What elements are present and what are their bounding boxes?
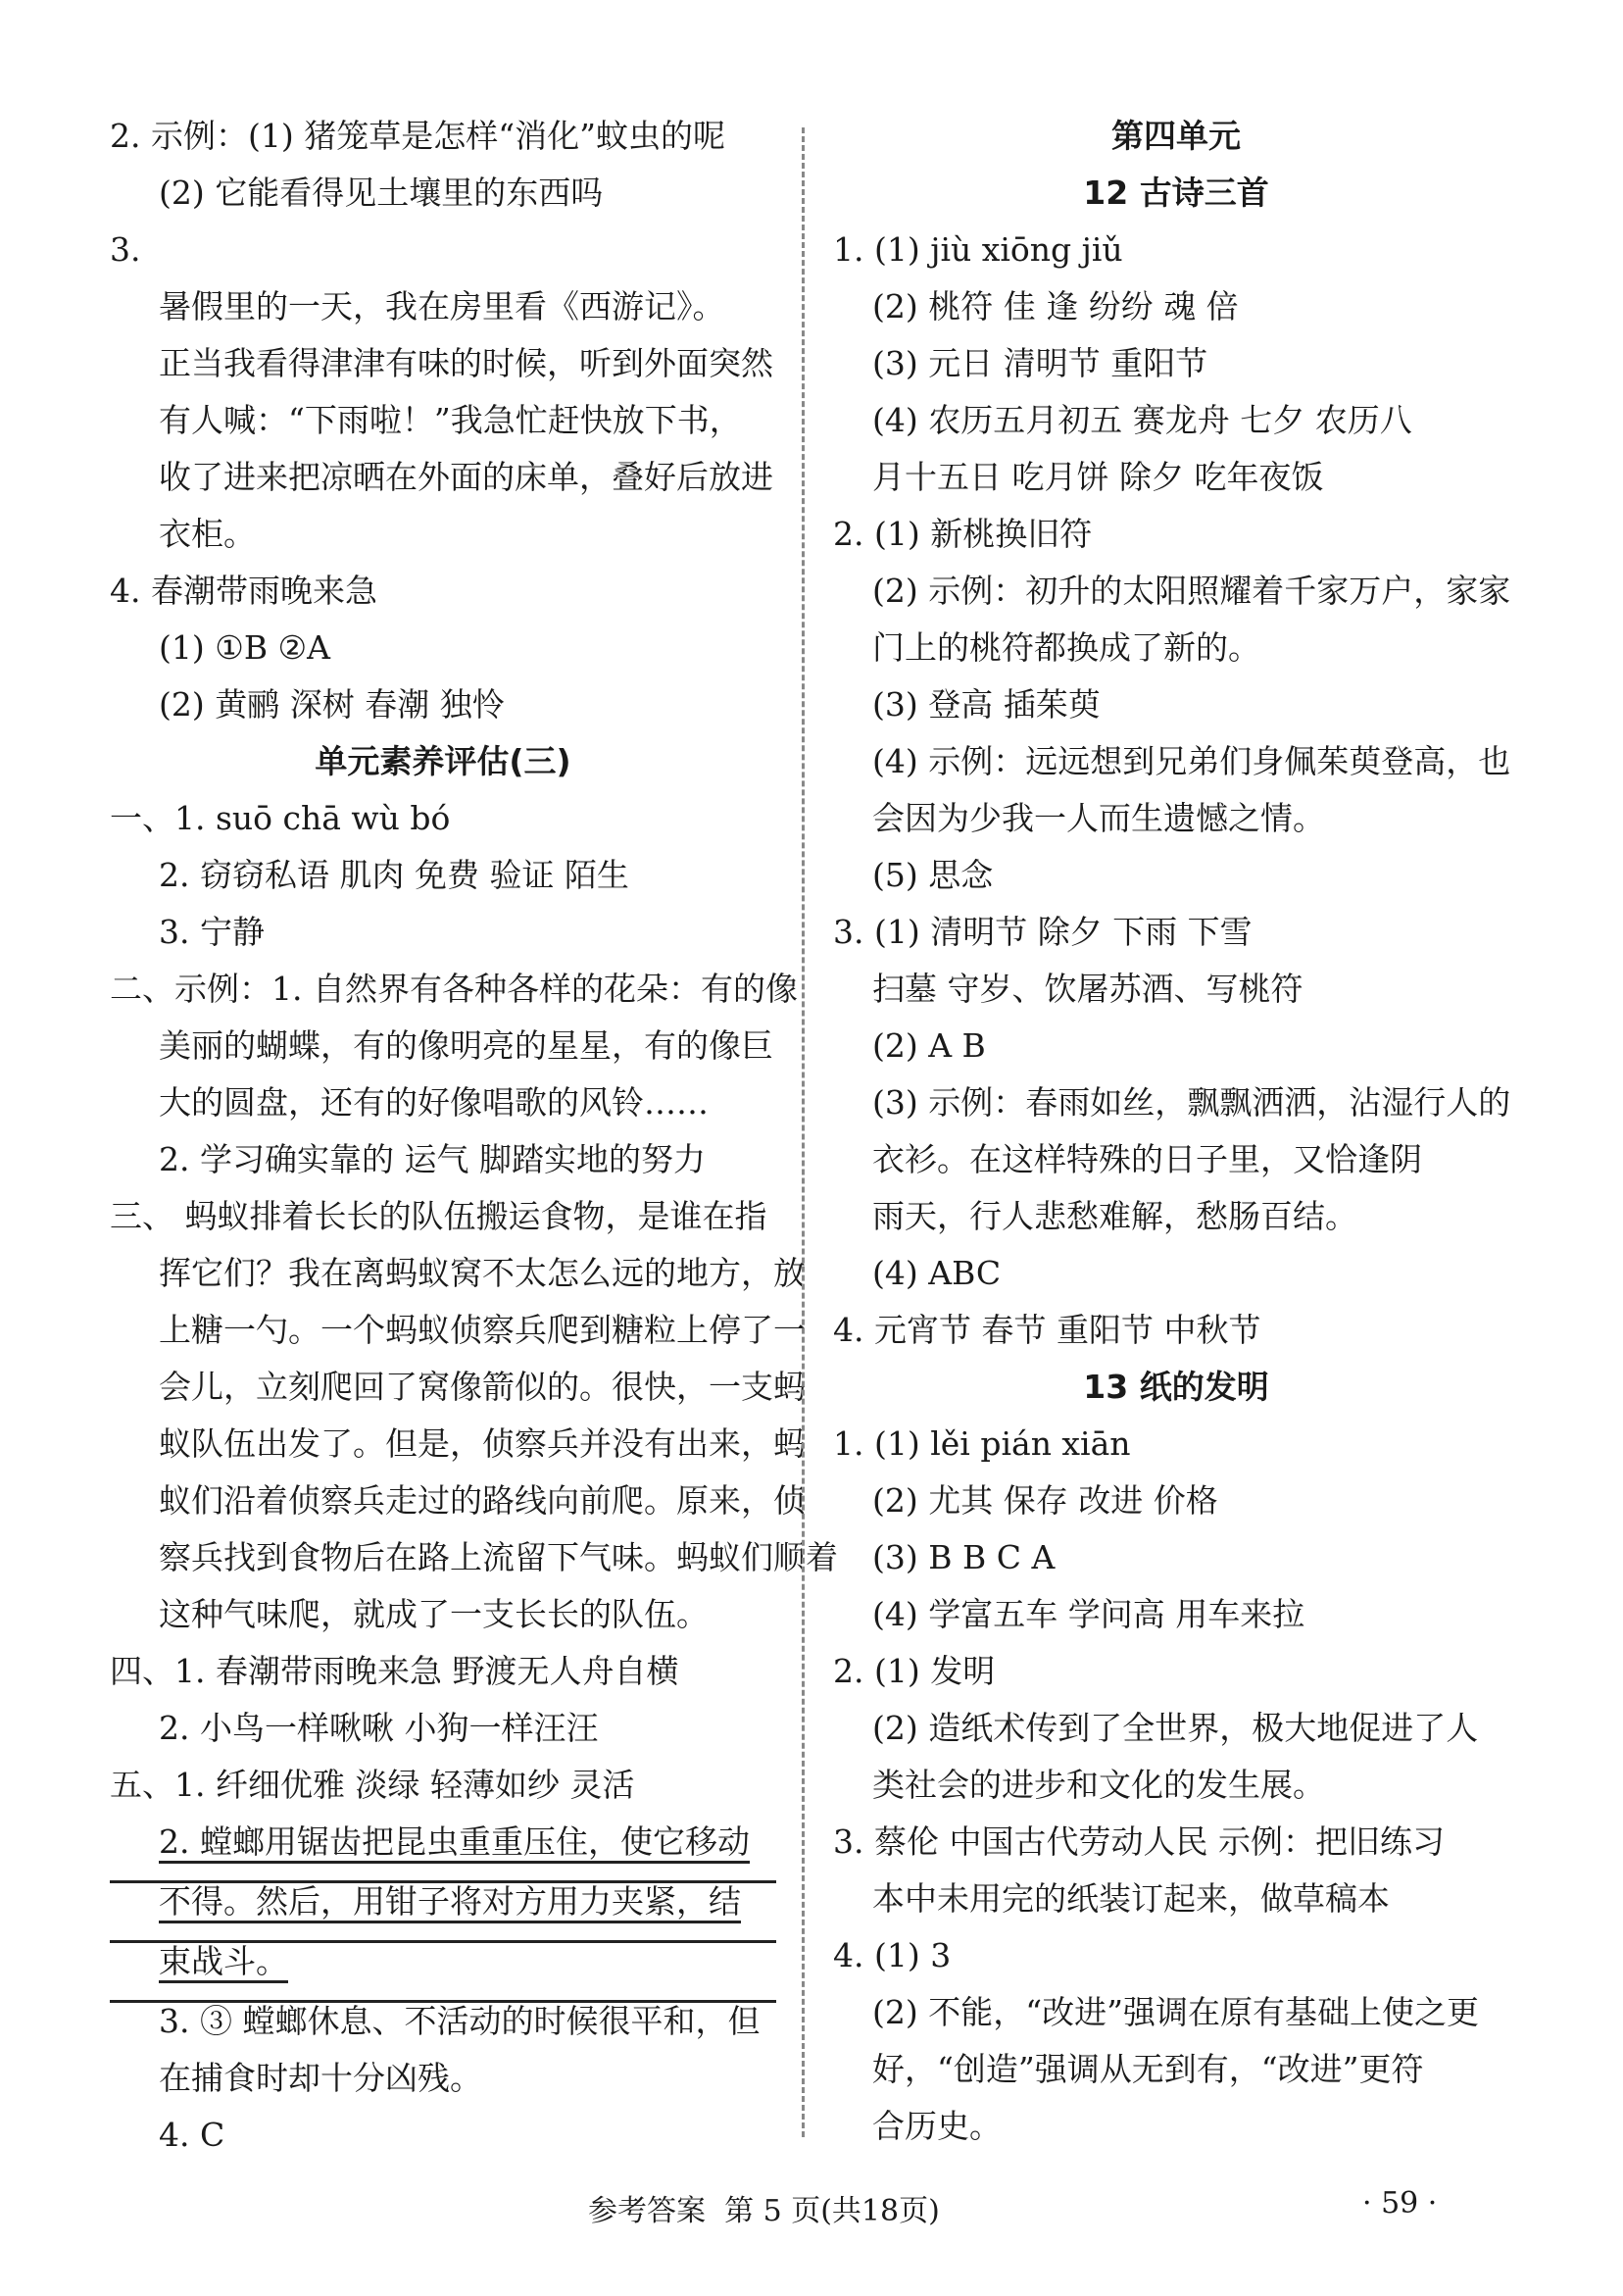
answer-line: 2. 窃窃私语 肌肉 免费 验证 陌生: [159, 856, 629, 894]
answer-line: (2) 示例：初升的太阳照耀着千家万户，家家: [872, 572, 1511, 610]
answer-line: 1. (1) lěi pián xiān: [833, 1424, 1131, 1463]
answer-line: (2) 桃符 佳 逢 纷纷 魂 倍: [872, 287, 1239, 325]
answer-line: 2. (1) 新桃换旧符: [833, 515, 1093, 553]
answer-line: 3. 宁静: [159, 913, 265, 951]
answer-line: (2) 尤其 保存 改进 价格: [872, 1481, 1218, 1520]
answer-line: 会儿，立刻爬回了窝像箭似的。很快，一支蚂: [159, 1368, 806, 1406]
answer-line: (3) 登高 插茱萸: [872, 685, 1101, 724]
answer-line: (2) 造纸术传到了全世界，极大地促进了人: [872, 1709, 1479, 1747]
footer-title: 参考答案 第 5 页(共18页): [588, 2194, 940, 2228]
answer-line: (3) 元日 清明节 重阳节: [872, 344, 1208, 382]
answer-line: 3. 蔡伦 中国古代劳动人民 示例：把旧练习: [833, 1822, 1445, 1861]
section-heading: 13 纸的发明: [1083, 1368, 1269, 1406]
answer-line: 雨天，行人悲愁难解，愁肠百结。: [872, 1197, 1357, 1235]
answer-line: 蚁队伍出发了。但是，侦察兵并没有出来，蚂: [159, 1424, 806, 1463]
section-heading: 单元素养评估(三): [315, 742, 571, 780]
answer-line: (4) 示例：远远想到兄弟们身佩茱萸登高，也: [872, 742, 1511, 780]
answer-line: 五、1. 纤细优雅 淡绿 轻薄如纱 灵活: [110, 1766, 635, 1804]
answer-line: 察兵找到食物后在路上流留下气味。蚂蚁们顺着: [159, 1538, 838, 1576]
answer-line: 一、1. suō chā wù bó: [110, 799, 451, 837]
answer-line: 收了进来把凉晒在外面的床单，叠好后放进: [159, 458, 773, 496]
answer-line: (2) 不能，“改进”强调在原有基础上使之更: [872, 1993, 1479, 2031]
answer-line: 会因为少我一人而生遗憾之情。: [872, 799, 1325, 837]
answer-line: (3) 示例：春雨如丝，飘飘洒洒，沾湿行人的: [872, 1083, 1511, 1122]
answer-line: 挥它们？我在离蚂蚁窝不太怎么远的地方，放: [159, 1254, 806, 1292]
answer-line: 2. (1) 发明: [833, 1652, 996, 1690]
answer-line: 4. C: [159, 2116, 225, 2154]
answer-line: 4. 春潮带雨晚来急: [110, 572, 377, 610]
answer-line: 暑假里的一天，我在房里看《西游记》。: [159, 287, 725, 325]
answer-line: [110, 1943, 776, 2003]
section-heading: 第四单元: [1111, 117, 1241, 155]
answer-line: 蚁们沿着侦察兵走过的路线向前爬。原来，侦: [159, 1481, 806, 1520]
right-column: [833, 118, 1519, 2165]
answer-line: 上糖一勺。一个蚂蚁侦察兵爬到糖粒上停了一: [159, 1311, 806, 1349]
answer-line: 2. 示例：(1) 猪笼草是怎样“消化”蚊虫的呢: [110, 117, 725, 155]
answer-line: (4) ABC: [872, 1254, 1002, 1292]
answer-line: (1) ①B ②A: [159, 628, 330, 667]
answer-line: 4. (1) 3: [833, 1936, 952, 1974]
answer-line: (2) 它能看得见土壤里的东西吗: [159, 174, 604, 212]
answer-line: 本中未用完的纸装订起来，做草稿本: [872, 1879, 1390, 1918]
answer-line: 3. (1) 清明节 除夕 下雨 下雪: [833, 913, 1253, 951]
underlined-text: 不得。然后，用钳子将对方用力夹紧，结: [159, 1882, 741, 1923]
answer-line: [110, 1823, 776, 1883]
underlined-text: 2. 螳螂用锯齿把昆虫重重压住，使它移动: [159, 1822, 750, 1864]
answer-line: 好，“创造”强调从无到有，“改进”更符: [872, 2050, 1424, 2088]
answer-line: 2. 学习确实靠的 运气 脚踏实地的努力: [159, 1140, 706, 1178]
answer-line: 合历史。: [872, 2107, 1002, 2145]
answer-line: 在捕食时却十分凶残。: [159, 2059, 482, 2097]
underlined-text: 束战斗。: [159, 1942, 288, 1983]
answer-line: 这种气味爬，就成了一支长长的队伍。: [159, 1595, 709, 1633]
answer-line: (5) 思念: [872, 856, 994, 894]
answer-line: 衣衫。在这样特殊的日子里，又恰逢阴: [872, 1140, 1422, 1178]
answer-line: (3) B B C A: [872, 1538, 1056, 1576]
answer-line: 门上的桃符都换成了新的。: [872, 628, 1260, 667]
column-divider: [802, 127, 805, 2137]
answer-line: 大的圆盘，还有的好像唱歌的风铃……: [159, 1083, 709, 1122]
answer-line: 月十五日 吃月饼 除夕 吃年夜饭: [872, 458, 1324, 496]
answer-line: 衣柜。: [159, 515, 256, 553]
answer-line: 3. ③ 螳螂休息、不活动的时候很平和，但: [159, 2002, 761, 2040]
answer-line: 扫墓 守岁、饮屠苏酒、写桃符: [872, 970, 1303, 1008]
answer-line: 三、 蚂蚁排着长长的队伍搬运食物，是谁在指: [110, 1197, 767, 1235]
answer-line: 有人喊：“下雨啦！”我急忙赶快放下书，: [159, 401, 742, 439]
answer-line: (4) 农历五月初五 赛龙舟 七夕 农历八: [872, 401, 1412, 439]
answer-line: 类社会的进步和文化的发生展。: [872, 1766, 1325, 1804]
page-number: · 59 ·: [1362, 2186, 1438, 2221]
answer-line: 3.: [110, 230, 141, 269]
answer-line: [110, 1883, 776, 1943]
section-heading: 12 古诗三首: [1083, 174, 1269, 212]
answer-line: 二、示例：1. 自然界有各种各样的花朵：有的像: [110, 970, 798, 1008]
answer-line: 1. (1) jiù xiōng jiǔ: [833, 230, 1123, 269]
answer-line: 美丽的蝴蝶，有的像明亮的星星，有的像巨: [159, 1026, 773, 1065]
answer-line: 4. 元宵节 春节 重阳节 中秋节: [833, 1311, 1261, 1349]
answer-line: (2) A B: [872, 1026, 986, 1065]
answer-line: (4) 学富五车 学问高 用车来拉: [872, 1595, 1305, 1633]
answer-line: 2. 小鸟一样啾啾 小狗一样汪汪: [159, 1709, 599, 1747]
answer-line: (2) 黄鹂 深树 春潮 独怜: [159, 685, 505, 724]
left-column: [110, 117, 838, 2173]
answer-line: 正当我看得津津有味的时候，听到外面突然: [159, 344, 773, 382]
answer-line: 四、1. 春潮带雨晚来急 野渡无人舟自横: [110, 1652, 679, 1690]
